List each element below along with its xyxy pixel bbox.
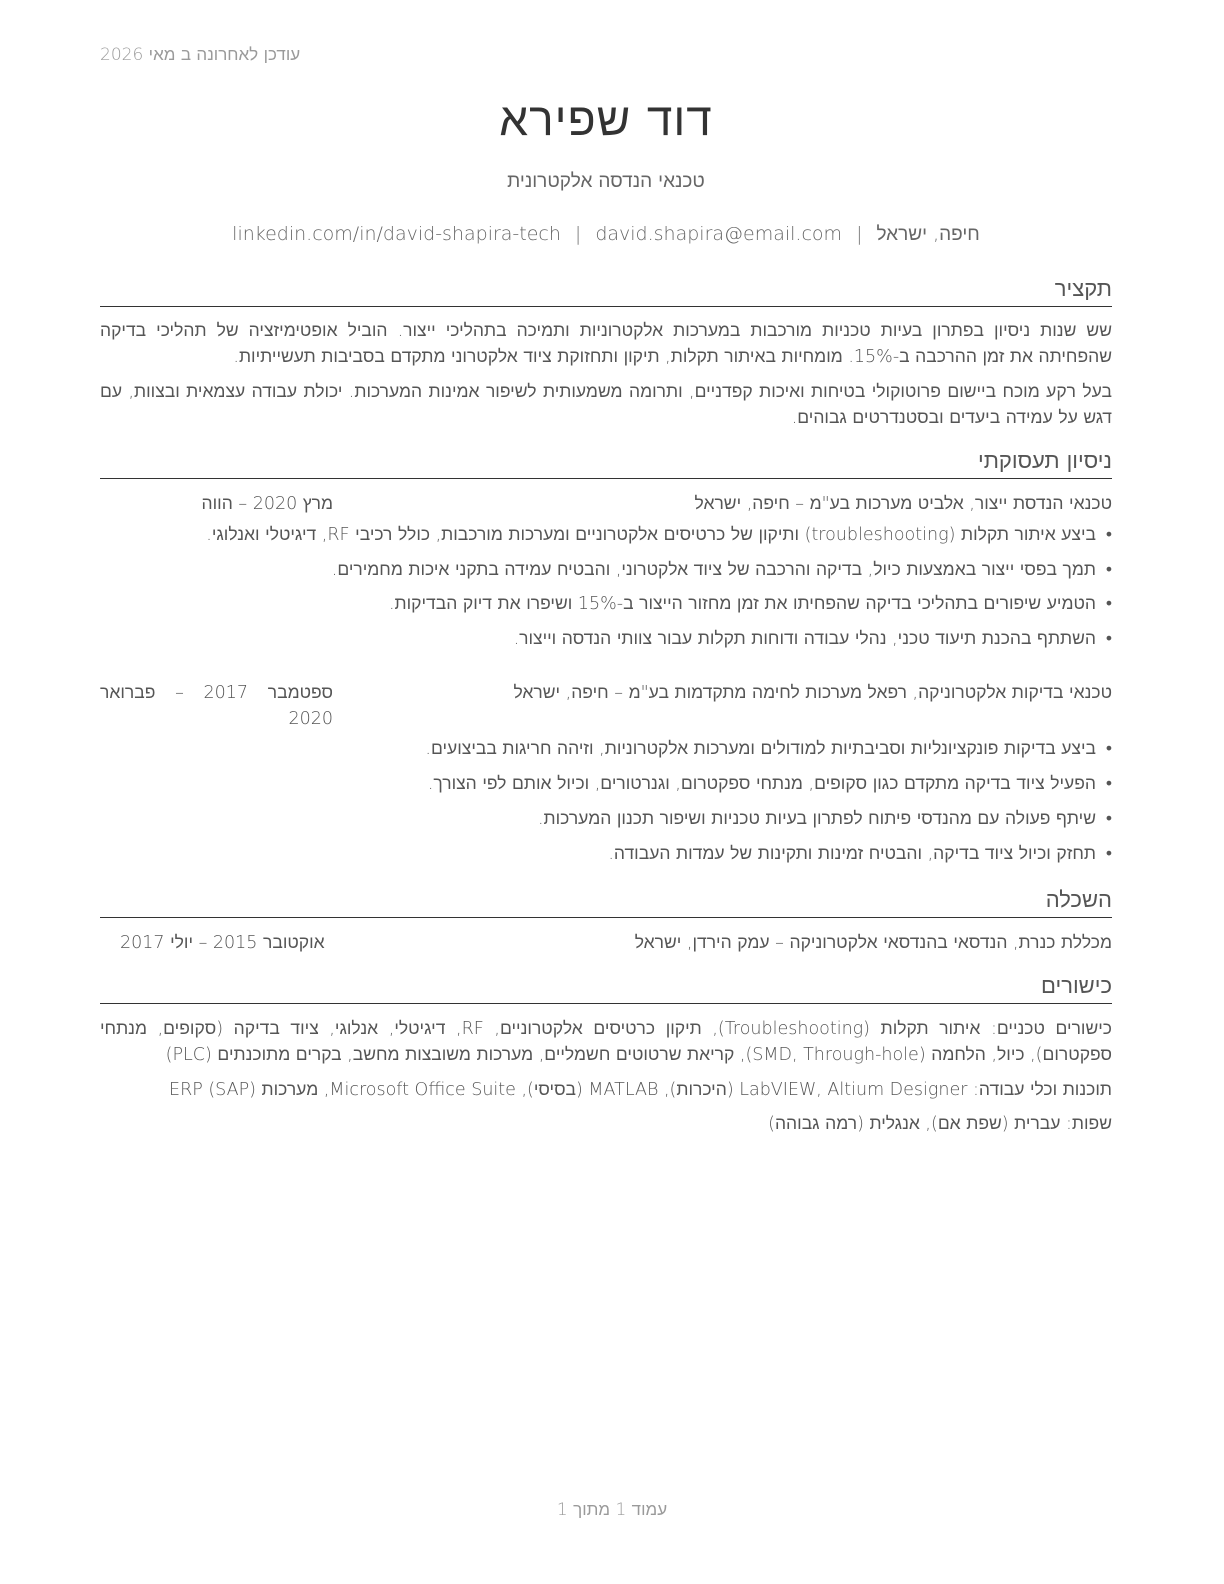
bullet-icon: •: [1105, 525, 1112, 545]
linkedin-link[interactable]: linkedin.com/in/david-shapira-tech: [232, 223, 561, 245]
last-updated-note: עודכן לאחרונה ב מאי 2026: [100, 45, 301, 65]
bullet-icon: •: [1105, 844, 1112, 864]
contact-separator: |: [574, 223, 582, 245]
contact-line: [100, 223, 1112, 246]
job-role: טכנאי בדיקות אלקטרוניקה, רפאל מערכות לחימה מתקדמות בע"מ – חיפה, ישראל: [513, 683, 1112, 703]
education-school: מכללת כנרת, הנדסאי בהנדסאי אלקטרוניקה – עמק הירדן, ישראל: [634, 933, 1112, 953]
job-dates: ספטמבר 2017 – פברואר 2020: [100, 683, 333, 729]
candidate-title: טכנאי הנדסה אלקטרונית: [507, 170, 705, 192]
job-bullet: • תמך בפסי ייצור באמצעות כיול, בדיקה והרכבה של ציוד אלקטרוני, והבטיח עמידה בתקני איכות מחמירים.: [100, 557, 1112, 583]
candidate-name: דוד שפירא: [499, 92, 713, 146]
job-bullet: • תחזק וכיול ציוד בדיקה, והבטיח זמינות ותקינות של עמדות העבודה.: [100, 841, 1112, 867]
summary-paragraph-1: שש שנות ניסיון בפתרון בעיות טכניות מורכבות במערכות אלקטרוניות ותמיכה בתהליכי ייצור. הוביל אופטימיזציה של תהליכי בדיקה שהפחיתה את זמן ההרכבה ב-15%. מומחיות באיתור תקלות, תיקון ותחזוקת ציוד אלקטרוני מתקדם בסביבות תעשייתיות.: [100, 321, 1112, 367]
bullet-icon: •: [1105, 594, 1112, 614]
skills-software: תוכנות וכלי עבודה: LabVIEW, Altium Designer (היכרות), MATLAB (בסיסי), Microsoft Office Suite, מערכות ERP (SAP): [169, 1080, 1112, 1100]
bullet-icon: •: [1105, 774, 1112, 794]
email-link[interactable]: david.shapira@email.com: [595, 223, 843, 245]
contact-separator: |: [856, 223, 863, 245]
job-bullet: • הפעיל ציוד בדיקה מתקדם כגון סקופים, מנתחי ספקטרום, וגנרטורים, וכיול אותם לפי הצורך.: [100, 771, 1112, 797]
job-bullet: • שיתף פעולה עם מהנדסי פיתוח לפתרון בעיות טכניות ושיפור תכנון המערכות.: [100, 806, 1112, 832]
summary-paragraph-2: בעל רקע מוכח ביישום פרוטוקולי בטיחות ואיכות קפדניים, ותרומה משמעותית לשיפור אמינות המערכות. יכולת עבודה עצמאית ובצוות, עם דגש על עמידה ביעדים ובסטנדרטים גבוהים.: [100, 382, 1112, 428]
education-dates: אוקטובר 2015 – יולי 2017: [120, 933, 325, 953]
experience-heading: ניסיון תעסוקתי: [100, 447, 1112, 479]
job-role: טכנאי הנדסת ייצור, אלביט מערכות בע"מ – חיפה, ישראל: [694, 494, 1112, 514]
bullet-icon: •: [1105, 739, 1112, 759]
page-number: עמוד 1 מתוך 1: [556, 1500, 668, 1520]
skills-languages: שפות: עברית (שפת אם), אנגלית (רמה גבוהה): [768, 1114, 1112, 1134]
education-heading: השכלה: [100, 886, 1112, 918]
skills-heading: כישורים: [100, 972, 1112, 1004]
location-text: חיפה, ישראל: [876, 223, 980, 245]
bullet-icon: •: [1105, 809, 1112, 829]
job-bullet: • ביצע איתור תקלות (troubleshooting) ותיקון של כרטיסים אלקטרוניים ומערכות מורכבות, כולל רכיבי RF, דיגיטלי ואנלוגי.: [100, 522, 1112, 548]
skills-technical: כישורים טכניים: איתור תקלות (Troubleshooting), תיקון כרטיסים אלקטרוניים, RF, דיגיטלי, אנלוגי, ציוד בדיקה (סקופים, מנתחי ספקטרום), כיול, הלחמה (SMD, Through-hole), קריאת שרטוטים חשמליים, מערכות משובצות מחשב, בקרים מתוכנתים (PLC): [100, 1019, 1112, 1065]
job-bullet: • הטמיע שיפורים בתהליכי בדיקה שהפחיתו את זמן מחזור הייצור ב-15% ושיפרו את דיוק הבדיקות.: [100, 591, 1112, 617]
job-dates: מרץ 2020 – הווה: [201, 494, 333, 514]
job-bullet: • ביצע בדיקות פונקציונליות וסביבתיות למודולים ומערכות אלקטרוניות, וזיהה חריגות בביצועים.: [100, 736, 1112, 762]
bullet-icon: •: [1105, 629, 1112, 649]
summary-heading: תקציר: [100, 275, 1112, 307]
bullet-icon: •: [1105, 560, 1112, 580]
job-bullet: • השתתף בהכנת תיעוד טכני, נהלי עבודה ודוחות תקלות עבור צוותי הנדסה וייצור.: [100, 626, 1112, 652]
